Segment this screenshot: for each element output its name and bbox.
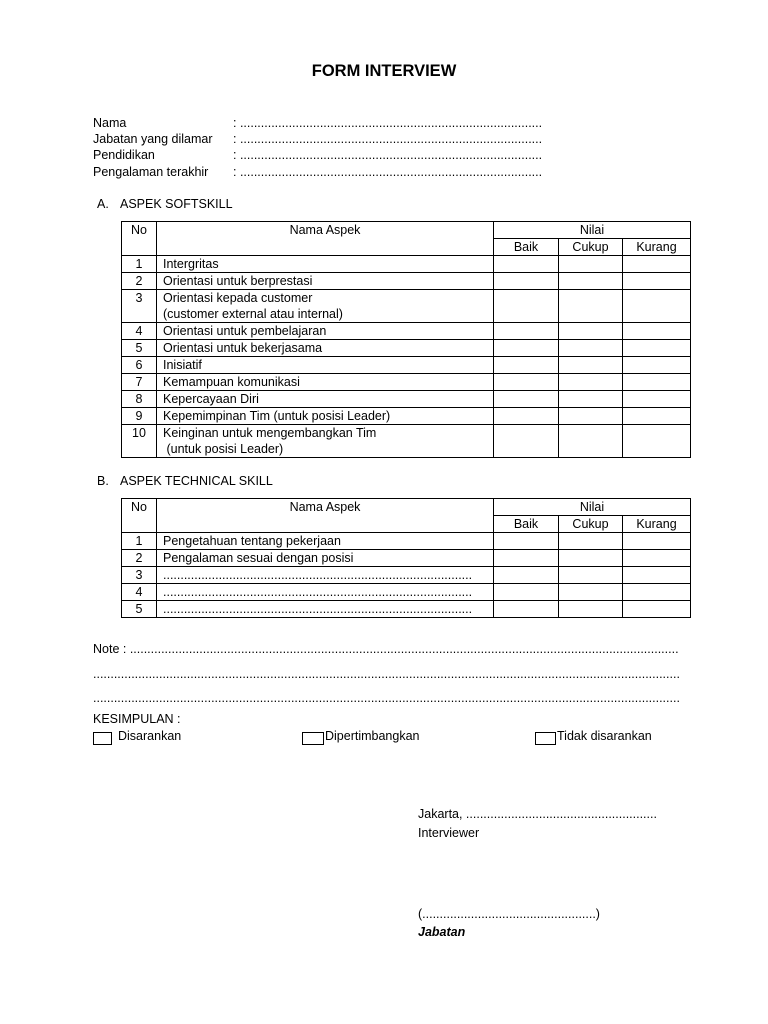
- score-cukup-cell[interactable]: [559, 391, 623, 408]
- score-kurang-cell[interactable]: [623, 323, 691, 340]
- field-blank[interactable]: : .......................................................................................: [233, 165, 543, 179]
- score-baik-cell[interactable]: [494, 357, 559, 374]
- signature-jabatan: Jabatan: [418, 925, 466, 939]
- field-label: Nama: [93, 116, 127, 130]
- score-baik-cell[interactable]: [494, 340, 559, 357]
- table-row: [122, 340, 691, 357]
- technical-skill-table: [121, 498, 691, 618]
- score-cukup-cell[interactable]: [559, 550, 623, 567]
- row-number: 7: [122, 374, 157, 391]
- aspect-name-blank[interactable]: .........................................................................................: [157, 567, 494, 584]
- score-cukup-cell[interactable]: [559, 323, 623, 340]
- checkbox-icon[interactable]: [535, 732, 556, 745]
- score-baik-cell[interactable]: [494, 273, 559, 290]
- header-nilai: Nilai: [494, 499, 691, 516]
- field-jabatan-dilamar[interactable]: [93, 131, 542, 147]
- table-row: [122, 550, 691, 567]
- score-kurang-cell[interactable]: [623, 340, 691, 357]
- table-row: [122, 425, 691, 458]
- score-cukup-cell[interactable]: [559, 567, 623, 584]
- row-number: 5: [122, 340, 157, 357]
- aspect-name: Orientasi untuk pembelajaran: [157, 323, 494, 340]
- row-number: 6: [122, 357, 157, 374]
- header-baik: Baik: [494, 516, 559, 533]
- field-blank[interactable]: : .......................................................................................: [233, 116, 543, 130]
- table-row: [122, 256, 691, 273]
- table-row: [122, 273, 691, 290]
- score-cukup-cell[interactable]: [559, 256, 623, 273]
- score-cukup-cell[interactable]: [559, 584, 623, 601]
- header-kurang: Kurang: [623, 516, 691, 533]
- section-a-heading: [97, 197, 233, 211]
- score-kurang-cell[interactable]: [623, 374, 691, 391]
- aspect-name: [157, 425, 494, 458]
- table-row: [122, 374, 691, 391]
- table-row: [122, 290, 691, 323]
- score-baik-cell[interactable]: [494, 408, 559, 425]
- table-row: [122, 601, 691, 618]
- aspect-name: Kemampuan komunikasi: [157, 374, 494, 391]
- score-kurang-cell[interactable]: [623, 273, 691, 290]
- score-cukup-cell[interactable]: [559, 533, 623, 550]
- score-baik-cell[interactable]: [494, 533, 559, 550]
- note-line-2[interactable]: .........................................................................................................................................................................: [93, 667, 680, 681]
- table-row: [122, 567, 691, 584]
- score-cukup-cell[interactable]: [559, 425, 623, 458]
- score-baik-cell[interactable]: [494, 323, 559, 340]
- table-row: [122, 584, 691, 601]
- header-no: No: [122, 222, 157, 256]
- field-label: Pendidikan: [93, 148, 155, 162]
- option-label: Disarankan: [118, 729, 182, 743]
- aspect-name-blank[interactable]: .........................................................................................: [157, 601, 494, 618]
- score-cukup-cell[interactable]: [559, 374, 623, 391]
- field-blank[interactable]: : .......................................................................................: [233, 148, 543, 162]
- kesimpulan-label: KESIMPULAN :: [93, 712, 181, 726]
- aspect-name-line2: (untuk posisi Leader): [163, 442, 284, 456]
- aspect-name: Pengalaman sesuai dengan posisi: [157, 550, 494, 567]
- checkbox-icon[interactable]: [302, 732, 324, 745]
- field-label: Jabatan yang dilamar: [93, 132, 213, 146]
- score-kurang-cell[interactable]: [623, 601, 691, 618]
- aspect-name-blank[interactable]: .........................................................................................: [157, 584, 494, 601]
- score-cukup-cell[interactable]: [559, 357, 623, 374]
- score-cukup-cell[interactable]: [559, 601, 623, 618]
- aspect-name: Inisiatif: [157, 357, 494, 374]
- score-kurang-cell[interactable]: [623, 391, 691, 408]
- row-number: 3: [122, 290, 157, 323]
- note-line-1[interactable]: Note : ..............................................................................................................................................................: [93, 642, 679, 656]
- row-number: 5: [122, 601, 157, 618]
- row-number: 2: [122, 550, 157, 567]
- section-title: ASPEK TECHNICAL SKILL: [120, 474, 273, 488]
- option-label: Tidak disarankan: [557, 729, 652, 743]
- field-pendidikan[interactable]: [93, 147, 542, 163]
- signature-place-date[interactable]: Jakarta, .......................................................: [418, 807, 657, 821]
- field-blank[interactable]: : .......................................................................................: [233, 132, 543, 146]
- aspect-name: Orientasi untuk bekerjasama: [157, 340, 494, 357]
- row-number: 9: [122, 408, 157, 425]
- header-kurang: Kurang: [623, 239, 691, 256]
- score-baik-cell[interactable]: [494, 374, 559, 391]
- score-cukup-cell[interactable]: [559, 273, 623, 290]
- score-baik-cell[interactable]: [494, 425, 559, 458]
- score-cukup-cell[interactable]: [559, 408, 623, 425]
- table-row: [122, 357, 691, 374]
- row-number: 8: [122, 391, 157, 408]
- section-b-heading: [97, 474, 273, 488]
- score-cukup-cell[interactable]: [559, 340, 623, 357]
- signature-name-blank[interactable]: (..................................................): [418, 907, 600, 921]
- checkbox-icon[interactable]: [93, 732, 112, 745]
- score-baik-cell[interactable]: [494, 290, 559, 323]
- field-label: Pengalaman terakhir: [93, 165, 209, 179]
- aspect-name-line1: Orientasi kepada customer: [163, 291, 313, 305]
- table-row: [122, 391, 691, 408]
- header-nama-aspek: Nama Aspek: [157, 499, 494, 533]
- row-number: 1: [122, 533, 157, 550]
- score-kurang-cell[interactable]: [623, 584, 691, 601]
- note-line-3[interactable]: .........................................................................................................................................................................: [93, 691, 680, 705]
- score-baik-cell[interactable]: [494, 550, 559, 567]
- score-baik-cell[interactable]: [494, 601, 559, 618]
- score-kurang-cell[interactable]: [623, 357, 691, 374]
- header-cukup: Cukup: [559, 239, 623, 256]
- score-baik-cell[interactable]: [494, 391, 559, 408]
- score-kurang-cell[interactable]: [623, 567, 691, 584]
- row-number: 4: [122, 323, 157, 340]
- aspect-name-line1: Keinginan untuk mengembangkan Tim: [163, 426, 377, 440]
- aspect-name: Intergritas: [157, 256, 494, 273]
- section-letter: A.: [97, 197, 109, 211]
- score-baik-cell[interactable]: [494, 584, 559, 601]
- score-kurang-cell[interactable]: [623, 425, 691, 458]
- row-number: 2: [122, 273, 157, 290]
- header-baik: Baik: [494, 239, 559, 256]
- header-nilai: Nilai: [494, 222, 691, 239]
- softskill-table: [121, 221, 691, 458]
- table-row: [122, 533, 691, 550]
- aspect-name-line2: (customer external atau internal): [163, 307, 343, 321]
- score-baik-cell[interactable]: [494, 256, 559, 273]
- row-number: 10: [122, 425, 157, 458]
- aspect-name: Pengetahuan tentang pekerjaan: [157, 533, 494, 550]
- field-nama[interactable]: [93, 115, 542, 131]
- score-baik-cell[interactable]: [494, 567, 559, 584]
- section-title: ASPEK SOFTSKILL: [120, 197, 233, 211]
- score-kurang-cell[interactable]: [623, 256, 691, 273]
- aspect-name: [157, 290, 494, 323]
- table-row: [122, 323, 691, 340]
- row-number: 4: [122, 584, 157, 601]
- header-nama-aspek: Nama Aspek: [157, 222, 494, 256]
- page-title: FORM INTERVIEW: [311, 62, 457, 80]
- score-kurang-cell[interactable]: [623, 550, 691, 567]
- score-cukup-cell[interactable]: [559, 290, 623, 323]
- option-label: Dipertimbangkan: [325, 729, 420, 743]
- aspect-name: Orientasi untuk berprestasi: [157, 273, 494, 290]
- header-no: No: [122, 499, 157, 533]
- score-kurang-cell[interactable]: [623, 290, 691, 323]
- aspect-name: Kepemimpinan Tim (untuk posisi Leader): [157, 408, 494, 425]
- score-kurang-cell[interactable]: [623, 533, 691, 550]
- table-row: [122, 408, 691, 425]
- section-letter: B.: [97, 474, 109, 488]
- score-kurang-cell[interactable]: [623, 408, 691, 425]
- signature-role: Interviewer: [418, 826, 480, 840]
- row-number: 1: [122, 256, 157, 273]
- row-number: 3: [122, 567, 157, 584]
- field-pengalaman-terakhir[interactable]: [93, 164, 542, 180]
- header-cukup: Cukup: [559, 516, 623, 533]
- aspect-name: Kepercayaan Diri: [157, 391, 494, 408]
